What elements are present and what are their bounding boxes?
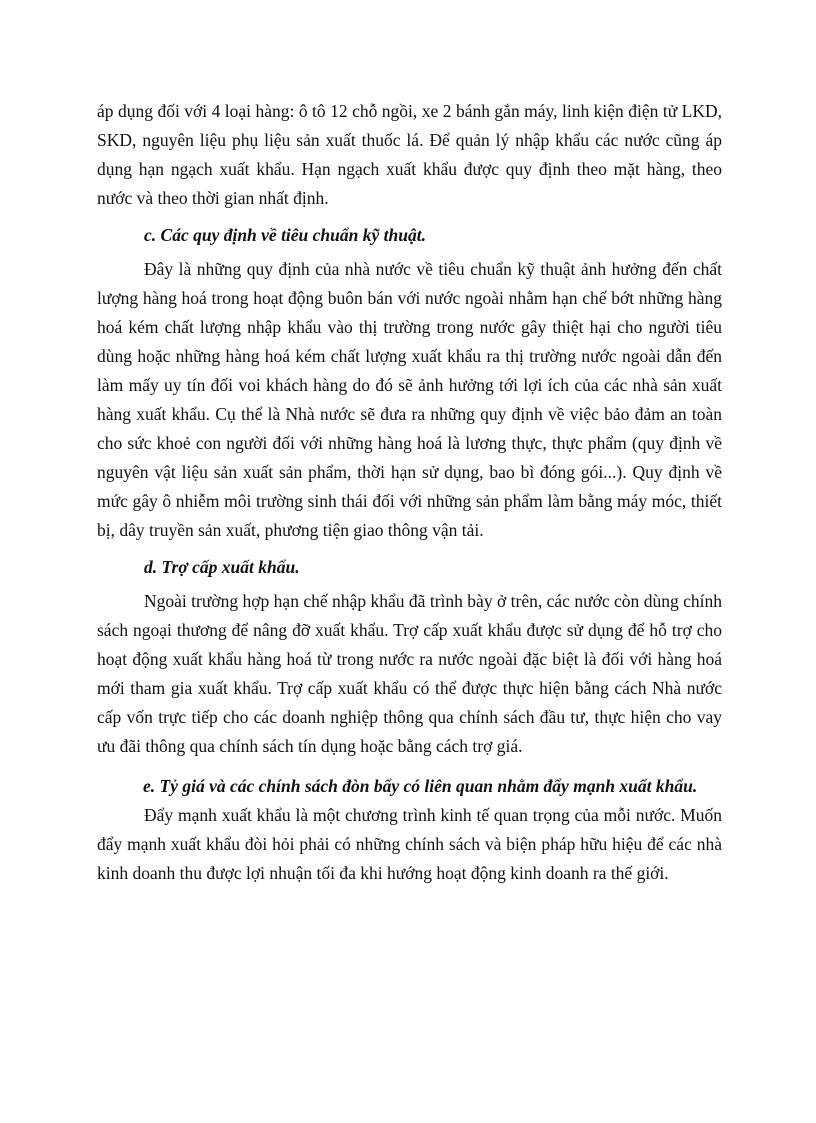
section-heading-c: c. Các quy định về tiêu chuẩn kỹ thuật. — [144, 225, 426, 245]
section-body-d: Ngoài trường hợp hạn chế nhập khẩu đã trình bày ở trên, các nước còn dùng chính sách ngoại thương để nâng đỡ xuất khẩu. Trợ cấp xuất khẩu được sử dụng để hỗ trợ cho hoạt động xuất khẩu hàng hoá từ trong nước ra nước ngoài đặc biệt là đối với hàng hoá mới tham gia xuất khẩu. Trợ cấp xuất khẩu có thể được thực hiện bằng cách Nhà nước cấp vốn trực tiếp cho các doanh nghiệp thông qua chính sách đầu tư, thực hiện cho vay ưu đãi thông qua chính sách tín dụng hoặc bằng cách trợ giá. — [97, 591, 722, 756]
document-page — [97, 97, 722, 888]
section-heading-e: e. Tỷ giá và các chính sách đòn bẩy có liên quan nhằm đẩy mạnh xuất khẩu. — [143, 776, 698, 796]
section-body-e: Đẩy mạnh xuất khẩu là một chương trình kinh tế quan trọng của mỗi nước. Muốn đẩy mạnh xuất khẩu đòi hỏi phải có những chính sách và biện pháp hữu hiệu để các nhà kinh doanh thu được lợi nhuận tối đa khi hướng hoạt động kinh doanh ra thế giới. — [97, 805, 722, 883]
section-heading-d: d. Trợ cấp xuất khẩu. — [144, 557, 300, 577]
section-body-c: Đây là những quy định của nhà nước về tiêu chuẩn kỹ thuật ảnh hưởng đến chất lượng hàng hoá trong hoạt động buôn bán với nước ngoài nhằm hạn chế bớt những hàng hoá kém chất lượng nhập khẩu vào thị trường trong nước gây thiệt hại cho người tiêu dùng hoặc những hàng hoá kém chất lượng xuất khẩu ra thị trường nước ngoài dẫn đến làm mấy uy tín đối voi khách hàng do đó sẽ ảnh hưởng tới lợi ích của các nhà sản xuất hàng xuất khẩu. Cụ thể là Nhà nước sẽ đưa ra những quy định về việc bảo đảm an toàn cho sức khoẻ con người đối với những hàng hoá là lương thực, thực phẩm (quy định về nguyên vật liệu sản xuất sản phẩm, thời hạn sử dụng, bao bì đóng gói...). Quy định về mức gây ô nhiễm môi trường sinh thái đối với những sản phẩm làm bằng máy móc, thiết bị, dây truyền sản xuất, phương tiện giao thông vận tải. — [97, 259, 722, 540]
intro-paragraph: áp dụng đối với 4 loại hàng: ô tô 12 chỗ ngồi, xe 2 bánh gắn máy, linh kiện điện tử LKD, SKD, nguyên liệu phụ liệu sản xuất thuốc lá. Để quản lý nhập khẩu các nước cũng áp dụng hạn ngạch xuất khẩu. Hạn ngạch xuất khẩu được quy định theo mặt hàng, theo nước và theo thời gian nhất định. — [97, 101, 722, 208]
